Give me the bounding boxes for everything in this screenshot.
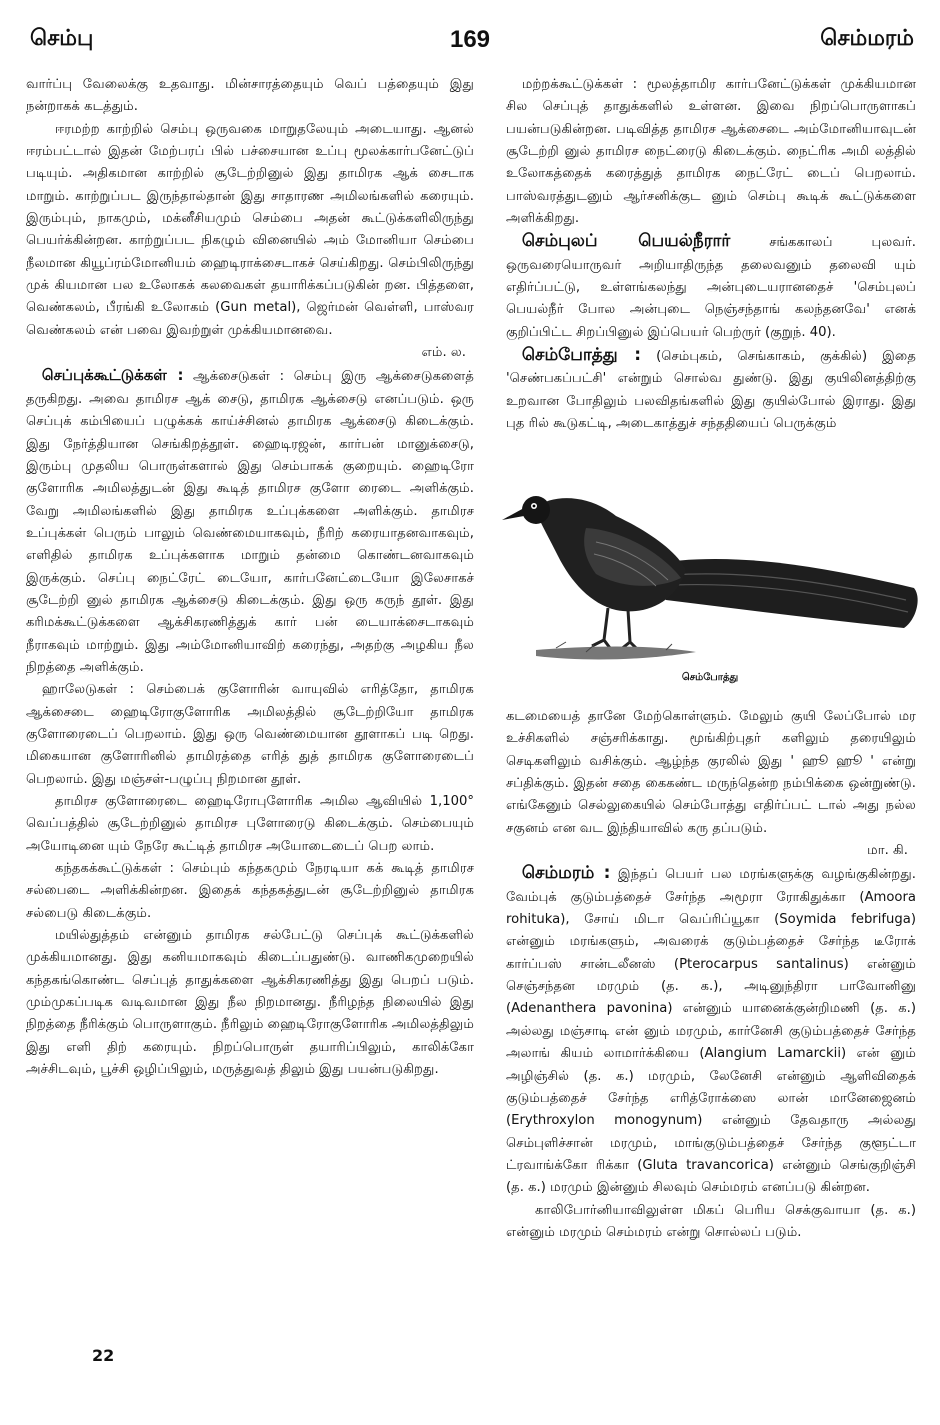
paragraph-text: காலிபோர்னியாவிலுள்ள மிகப் பெரிய செக்குவாயா (த. க.) என்னும் மரமும் செம்மரம் என்று சொல்லப் படும்.: [506, 1202, 916, 1240]
paragraph: [26, 925, 474, 1081]
signature-mark: 22: [92, 1346, 115, 1365]
paragraph: [26, 364, 474, 679]
crow-pheasant-drawing: [496, 470, 924, 670]
paragraph-text: மயில்துத்தம் என்னும் தாமிரக சல்பேட்டு செப்புக் கூட்டுக்களில் முக்கியமானது. இது கனியமாகவும் கிடைப்பதுண்டு. வாணிகமுறையில் கந்தகங்கொண்ட செப்புத் தாதுக்களை ஆக்சிகரணித்து இது பெறப் படும். மும்முகப்படிக வடிவமான இது நீல நிறமானது. நீரிழந்த நிலையில் இது நிறத்தை நீரிக்கும் பொருளாகும். நீரிலும் ஹைடிரோகுளோரிக அமிலத்திலும் இது எளி திற் கரையும். நிறப்பொருள் தயாரிப்பிலும், காலிக்கோ அச்சிடவும், பூச்சி ஒழிப்பிலும், மருத்துவத் திலும் இது பயன்படுகிறது.: [26, 928, 474, 1078]
entry-heading: செம்போத்து :: [521, 345, 642, 366]
entry-heading: செம்புலப் பெயல்நீரார்: [521, 231, 731, 252]
paragraph-text: ஆக்சைடுகள் : செம்பு இரு ஆக்சைடுகளைத் தருகிறது. அவை தாமிரச ஆக் சைடு, தாமிரக ஆக்சைடு எனப்படும். ஒரு செப்புக் கம்பியைப் பழுக்கக் காய்ச்சினல் தாமிரக ஆக்சைடு கிடைக்கும். இது நேர்த்தியான செங்கிறத்தூள். ஹைடிரஜன், கார்பன் மானுக்சைடு, இரும்பு முதலிய பொருள்களால் இது செம்பாகக் குறையும். ஹைடிரோ குளோரிக அமிலத்துடன் இது கூடித் தாமிரச குளோ ரைடை அளிக்கும். வேறு அமிலங்களில் இது தாமிரக உப்புக்களை அளிக்கும். தாமிரச உப்புக்கள் பெரும் பாலும் வெண்மையாகவும், நீரிற் கரையாதனவாகவும், எளிதில் தாமிரக உப்புக்களாக மாறும் தன்மை கொண்டனவாகவும் இருக்கும். செப்பு நைட்ரேட் டையோ, கார்பனேட்டையோ இலேசாகச் சூடேற்றி னுல் தாமிரக ஆக்சைடு கிடைக்கும். இது ஒரு கருந் தூள். இது கரிமக்கூட்டுக்களை ஆக்சிகரணித்துக் கார் பன் டையாக்சைடாகவும் நீராகவும் மாற்றும். இது அம்மோனியாவிற் கரைந்து, அதற்கு அழகிய நீல நிறத்தை அளிக்கும்.: [26, 369, 474, 675]
running-head-right: செம்மரம்: [820, 26, 914, 51]
entry-heading: செம்மரம் :: [521, 863, 611, 884]
paragraph: [26, 858, 474, 925]
paragraph-text: கடமையைத் தானே மேற்கொள்ளும். மேலும் குயி லேப்போல் மர உச்சிகளில் சஞ்சரிக்காது. மூங்கிற்புதர் களிலும் தரையிலும் செடிகளிலும் வசிக்கும். ஆழ்ந்த குரலில் இது ' ஹூ ஹூ ' என்று சப்திக்கும். இதன் சதை கைகண்ட மருந்தென்ற நம்பிக்கை ஒன்றுண்டு. எங்கேனும் செல்லுகையில் செம்போத்து எதிர்ப்பட் டால் அது நல்ல சகுனம் என வட இந்தியாவில் கரு தப்படும்.: [506, 709, 916, 836]
paragraph: [506, 862, 916, 1199]
paragraph-text: இந்தப் பெயர் பல மரங்களுக்கு வழங்குகின்றது. வேம்புக் குடும்பத்தைச் சேர்ந்த அமூரா ரோகிதுக்கா (Amoora rohituka), சோய் மிடா வெப்ரிப்யூகா (Soymida febrifuga) என்னும் மரங்களும், அவரைக் குடும்பத்தைச் சேர்ந்த டீரோக் கார்ப்பஸ் சான்டலீனஸ் (Pterocarpus santalinus) என்னும் செஞ்சந்தன மரமும் (த. க.), அடினுந்திரா பாவோனினு (Adenanthera pavonina) என்னும் யானைக்குன்றிமணி (த. க.) அல்லது மஞ்சாடி என் னும் மரமும், கார்னேசி குடும்பத்தைச் சேர்ந்த அலாங் கியம் லாமார்க்கியை (Alangium Lamarckii) என் னும் அழிஞ்சில் (த. க.) மரமும், லேனேசி என்னும் ஆளிவிதைக் குடும்பத்தைச் சேர்ந்த எரித்ரோக்ஸை லான் மானேஜைனம் (Erythroxylon monogynum) என்னும் தேவதாரு அல்லது செம்புளிச்சான் மரமும், மாங்குடும்பத்தைச் சேர்ந்த குளூட்டா ட்ரவாங்க்கோ ரிக்கா (Gluta travancorica) என்னும் செங்குறிஞ்சி (த. க.) மரமும் இன்னும் சிலவும் செம்மரம் எனப்படு கின்றன.: [506, 867, 916, 1196]
bird-illustration: [496, 470, 924, 690]
paragraph: [506, 230, 916, 344]
running-head-left: செம்பு: [30, 26, 94, 51]
right-column-bottom: [506, 706, 916, 1244]
paragraph-text: எம். ல.: [421, 345, 466, 361]
paragraph: [506, 344, 916, 435]
paragraph-text: மா. கி.: [867, 843, 908, 859]
paragraph: [26, 74, 474, 119]
paragraph: [506, 74, 916, 230]
paragraph: [26, 119, 474, 342]
paragraph-text: மற்றக்கூட்டுக்கள் : மூலத்தாமிர கார்பனேட்டுக்கள் முக்கியமான சில செப்புத் தாதுக்களில் உள்ளன. இவை நிறப்பொருளாகப் பயன்படுகின்றன. படிவித்த தாமிரச ஆக்சைடை அம்மோனியாவுடன் சூடேற்றி னுல் தாமிரச நைட்ரைடு கிடைக்கும். நைட்ரிக அமி லத்தில் உலோகத்தைக் கரைத்துத் தாமிரக நைட்ரேட் டைப் பெறலாம். பாஸ்வரத்துடனும் ஆர்சனிக்குட னும் செம்பு கூடிக் கூட்டுக்களை அளிக்கிறது.: [506, 77, 916, 227]
right-column-top: [506, 74, 916, 436]
paragraph: [26, 679, 474, 791]
paragraph-text: ஹாலேடுகள் : செம்பைக் குளோரின் வாயுவில் எரித்தோ, தாமிரக ஆக்சைடை ஹைடிரோகுளோரிக அமிலத்தில் சூடேற்றியோ தாமிரக குளோரைடைப் பெறலாம். இது ஒரு வெண்மையான தூளாகப் படி றெது. மிகையான குளோரினில் தாமிரத்தை எரித் துத் தாமிரக குளோரைடைப் பெறலாம். இது மஞ்சள்-பழுப்பு நிறமான தூள்.: [26, 682, 474, 787]
paragraph: [506, 1200, 916, 1245]
figure-caption: செம்போத்து: [681, 672, 739, 683]
paragraph-text: (செம்புகம், செங்காகம், குக்கில்) இதை 'செண்பகப்பட்சி' என்றும் சொல்வ துண்டு. இது குயிலினத்திற்கு உறவான போதிலும் பலவிதங்களில் இது குயில்போல் இராது. இது புத ரில் கூடுகட்டி, அடைகாத்துச் சந்ததியைப் பெருக்கும்: [506, 349, 916, 432]
sub-heading: செப்புக்கூட்டுக்கள் :: [41, 366, 184, 385]
paragraph: [506, 706, 916, 840]
paragraph: [26, 791, 474, 858]
paragraph-text: தாமிரச குளோரைடை ஹைடிரோபுளோரிக அமில ஆவியில் 1,100° வெப்பத்தில் சூடேற்றினுல் தாமிரச புளோரைடு கிடைக்கும். செம்பையும் அயோடினை யும் நேரே கூட்டித் தாமிரச அயோடைடைப் பெற லாம்.: [26, 794, 474, 854]
paragraph-text: ஈரமற்ற காற்றில் செம்பு ஒருவகை மாறுதலேயும் அடையாது. ஆனல் ஈரம்பட்டால் இதன் மேற்பரப் பில் பச்சையான உப்பு மூலக்கார்பனேட்டுப் படியும். அதிகமான காற்றில் சூடேற்றினுல் இது தாமிரக ஆக் சைடாக மாறும். காற்றுப்பட இருந்தால்தான் இது சாதாரண அமிலங்களில் கரையும். இரும்பும், நாகமும், மக்னீசியமும் செம்பை அதன் கூட்டுக்களிலிருந்து பெயர்க்கின்றன. காற்றுப்பட நிகழும் வினையில் அம் மோனியா செம்பை நீலமான கியூப்ரம்மோனியம் ஹைடிராக்சைடாகச் செய்கிறது. செம்பிலிருந்து முக் கியமான பல உலோகக் கலவைகள் தயாரிக்கப்படுகின் றன. பித்தளை, வெண்கலம், பீரங்கி உலோகம் (Gun metal), ஜெர்மன் வெள்ளி, பாஸ்வர வெண்கலம் என் பவை இவற்றுள் முக்கியமானவை.: [26, 121, 474, 338]
paragraph: [506, 840, 916, 862]
paragraph: [26, 342, 474, 364]
page-number: 169: [449, 26, 491, 53]
left-column: [26, 74, 474, 1081]
paragraph-text: வார்ப்பு வேலைக்கு உதவாது. மின்சாரத்தையும் வெப் பத்தையும் இது நன்றாகக் கடத்தும்.: [26, 77, 474, 115]
paragraph-text: சங்ககாலப் புலவர். ஒருவரையொருவர் அறியாதிருந்த தலைவனும் தலைவி யும் எதிர்ப்பட்டு, உள்ளங்கலந்து அன்புடையரானதைச் 'செம்புலப் பெயல்நீர் போல அன்புடை நெஞ்சந்தாங் கலந்தனவே' எனக் குறிப்பிட்ட சிறப்பினுல் இப்பெயர் பெற்ருர் (குறுந். 40).: [506, 235, 916, 340]
paragraph-text: கந்தகக்கூட்டுக்கள் : செம்பும் கந்தகமும் நேரடியா கக் கூடித் தாமிரச சல்பைடை அளிக்கின்றன. இதைக் கந்தகத்துடன் சூடேற்றினுல் தாமிரக சல்பைடு கிடைக்கும்.: [26, 861, 474, 921]
